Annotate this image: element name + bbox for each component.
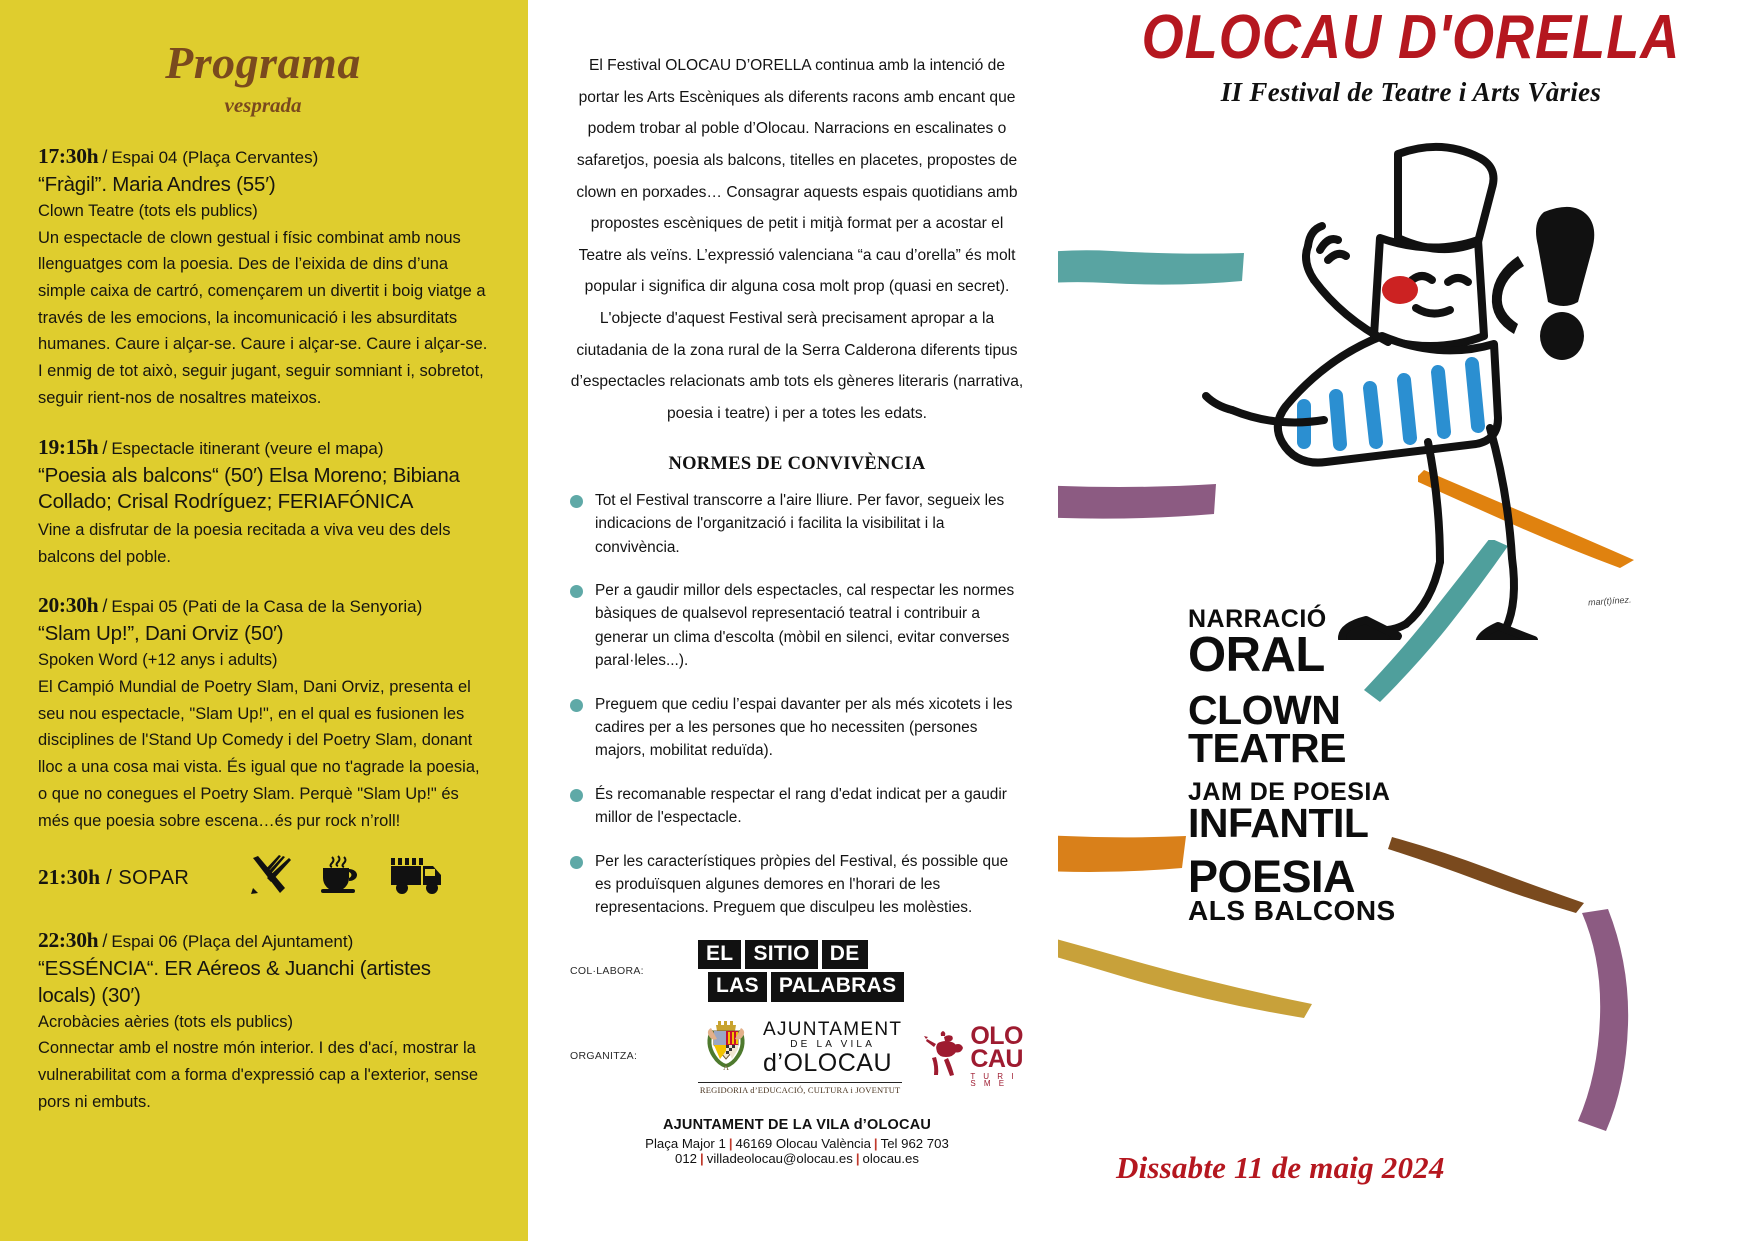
event-description: Un espectacle de clown gestual i físic combinat amb nous llenguatges com la poesia. Des de l’eixida de dins d’una simple caixa de cartró, començarem un divertit i boig viatge a través de les emocions, la incomunicació i les absurditats humanes. Caure i alçar-se. Caure i alçar-se. Caure i alçar-se. I enmig de tot això, seguir jugant, seguir somniant i, sobretot, seguir rient-nos de nosaltres mateixos. xyxy=(38,228,488,407)
festival-logo xyxy=(1066,2,1754,108)
festival-intro: El Festival OLOCAU D’ORELLA continua amb la intenció de portar les Arts Escèniques als diferents racons amb encant que podem trobar al poble d’Olocau. Narracions en escalinates o safaretjos, poesia als balcons, titelles en placetes, propostes de clown en porxades… Consagrar aquests espais quotidians amb propostes escèniques de petit i mitjà format per a acostar el Teatre als veïns. L’expressió valenciana “a cau d’orella” és molt popular i significa dir alguna cosa molt prop (quasi en secret). L'objecte d'aquest Festival serà precisament apropar a la ciutadania de la zona rural de la Serra Calderona diferents tipus d’espectacles relacionats amb tots els gèneres literaris (narrativa, poesia i teatre) i per a totes les edats. xyxy=(570,57,1024,423)
genre-word-small: JAM DE POESIA xyxy=(1188,777,1391,806)
event-time: 22:30h xyxy=(38,928,99,953)
brush-stroke-orange-lower xyxy=(1058,820,1188,890)
bull-figure-icon xyxy=(924,1031,966,1082)
address-city: 46169 Olocau València xyxy=(735,1136,871,1151)
program-event xyxy=(38,142,488,412)
turisme-wordmark xyxy=(970,1022,1024,1089)
event-header xyxy=(38,142,488,171)
organitza-label: ORGANITZA: xyxy=(570,1050,638,1063)
event-description: Vine a disfrutar de la poesia recitada a viva veu des dels balcons del poble. xyxy=(38,520,451,566)
event-name: “ESSÉNCIA“. ER Aéreos & Juanchi (artistes locals) (30′) xyxy=(38,957,431,1007)
organizer-row xyxy=(570,1018,1024,1095)
event-separator: / xyxy=(102,596,108,617)
rule-text: És recomanable respectar el rang d'edat indicat per a gaudir millor de l'espectacle. xyxy=(595,785,1007,827)
event-name: “Slam Up!”, Dani Orviz (50′) xyxy=(38,622,284,646)
info-column xyxy=(528,0,1058,1241)
coffee-cup-icon xyxy=(319,855,363,900)
genre-word-big: ALS BALCONS xyxy=(1188,894,1396,926)
address-email: villadeolocau@olocau.es xyxy=(706,1151,853,1166)
address-separator: | xyxy=(873,1136,878,1151)
genre-word-big: INFANTIL xyxy=(1188,800,1369,847)
rule-item xyxy=(570,783,1024,830)
ajuntament-line1: AJUNTAMENT xyxy=(763,1019,903,1041)
brush-stroke-purple-right xyxy=(1488,905,1658,1135)
footer-address xyxy=(570,1136,1024,1166)
ajuntament-line3: d’OLOCAU xyxy=(763,1049,893,1078)
address-separator: | xyxy=(855,1151,860,1166)
turisme-line1: OLO xyxy=(970,1022,1023,1051)
event-place: Espai 05 (Pati de la Casa de la Senyoria) xyxy=(111,597,423,617)
logo-word: SITIO xyxy=(745,940,817,970)
event-time: 19:15h xyxy=(38,434,99,459)
ajuntament-line2: DE LA VILA xyxy=(790,1039,876,1051)
cutlery-icon xyxy=(249,855,293,900)
festival-date: Dissabte 11 de maig 2024 xyxy=(1116,1150,1445,1185)
event-time: 20:30h xyxy=(38,593,99,618)
brush-stroke-yellow xyxy=(1058,545,1088,815)
clown-illustration xyxy=(1098,120,1618,640)
event-place: Espectacle itinerant (veure el mapa) xyxy=(111,438,384,458)
genre-words xyxy=(1188,605,1488,937)
bullet-icon xyxy=(570,789,583,802)
event-time: 17:30h xyxy=(38,144,99,168)
program-event xyxy=(38,926,488,1115)
genre-word-big: TEATRE xyxy=(1188,725,1346,772)
program-event xyxy=(38,433,488,571)
festival-subtitle: II Festival de Teatre i Arts Vàries xyxy=(1220,77,1602,107)
dinner-time: 21:30h xyxy=(38,865,101,890)
rule-item xyxy=(570,489,1024,559)
el-sitio-de-las-palabras-logo xyxy=(698,940,904,1002)
event-separator: / xyxy=(102,147,108,167)
event-genre: Clown Teatre (tots els publics) xyxy=(38,201,258,220)
turisme-line3: T U R I S M E xyxy=(970,1072,1017,1089)
event-header xyxy=(38,433,488,462)
event-place: Espai 04 (Plaça Cervantes) xyxy=(111,148,319,167)
genre-word-group xyxy=(1188,777,1488,847)
event-genre: Spoken Word (+12 anys i adults) xyxy=(38,651,278,669)
collabora-label: COL·LABORA: xyxy=(570,964,644,977)
page-subtitle: vesprada xyxy=(224,93,302,117)
ajuntament-olocau-logo xyxy=(698,1018,902,1095)
logo-word: DE xyxy=(822,940,868,970)
ajuntament-department: REGIDORIA d’EDUCACIÓ, CULTURA i JOVENTUT xyxy=(699,1085,901,1095)
event-separator: / xyxy=(102,437,108,458)
rule-text: Per a gaudir millor dels espectacles, cal respectar les normes bàsiques de qualsevol representació teatral i contribuir a generar un clima d'escolta (mòbil en silenci, evitar converses paral·leles...). xyxy=(595,581,1015,670)
rule-text: Preguem que cediu l’espai davanter per als més xicotets i les cadires per a les persones que ho necessiten (persones majors, mobilitat reduïda). xyxy=(595,695,1013,760)
event-genre: Acrobàcies aèries (tots els publics) xyxy=(38,1012,293,1031)
bullet-icon xyxy=(570,495,583,508)
coat-of-arms-icon xyxy=(698,1018,754,1079)
program-event xyxy=(38,591,488,834)
genre-word-group xyxy=(1188,605,1488,682)
bullet-icon xyxy=(570,699,583,712)
genre-word-small: NARRACIÓ xyxy=(1188,605,1327,633)
divider xyxy=(698,1082,902,1083)
address-phone: Tel 962 703 012 xyxy=(675,1136,949,1166)
address-website: olocau.es xyxy=(862,1151,919,1166)
event-header xyxy=(38,591,488,620)
address-separator: | xyxy=(700,1151,704,1166)
logo-word: EL xyxy=(698,940,741,970)
festival-name: OLOCAU D'ORELLA xyxy=(1141,2,1681,73)
program-column xyxy=(0,0,528,1241)
ajuntament-wordmark xyxy=(763,1020,902,1076)
genre-word-small: POESIA xyxy=(1188,850,1356,902)
event-place: Espai 06 (Plaça del Ajuntament) xyxy=(111,932,354,952)
rule-item xyxy=(570,850,1024,920)
turisme-line2: CAU xyxy=(970,1045,1023,1074)
rule-item xyxy=(570,693,1024,763)
address-street: Plaça Major 1 xyxy=(645,1136,726,1151)
genre-word-group xyxy=(1188,686,1488,772)
logo-word: LAS xyxy=(708,972,767,1002)
event-separator: / xyxy=(102,931,108,952)
event-description: Connectar amb el nostre món interior. I des d'ací, mostrar la vulnerabilitat com a forma d'expressió cap a l'exterior, sense pors ni embuts. xyxy=(38,1039,479,1111)
dinner-row xyxy=(38,855,488,900)
rule-text: Per les característiques pròpies del Festival, és possible que es produïsquen algunes demores en l'horari de les representacions. Preguem que disculpeu les molèsties. xyxy=(595,852,1009,917)
rule-text: Tot el Festival transcorre a l'aire lliure. Per favor, segueix les indicacions de l'organització i facilita la visibilitat i la convivència. xyxy=(595,491,1005,556)
artist-credit: mar(t)ínez. xyxy=(1588,594,1633,608)
event-header xyxy=(38,926,488,955)
food-truck-icon xyxy=(389,855,445,900)
event-name: “Fràgil”. Maria Andres (55′) xyxy=(38,173,276,197)
dinner-icons xyxy=(249,855,445,900)
footer-title: AJUNTAMENT DE LA VILA d’OLOCAU xyxy=(662,1117,932,1133)
dinner-text: SOPAR xyxy=(118,867,190,890)
collaborator-row xyxy=(570,940,1024,1002)
footer xyxy=(570,1117,1024,1166)
event-description: El Campió Mundial de Poetry Slam, Dani Orviz, presenta el seu nou espectacle, "Slam Up!", en el qual es fusionen les disciplines de l'Stand Up Comedy i del Poetry Slam, donant lloc a una cosa mai vista. És igual que no t'agrade la poesia, o que no conegues el Poetry Slam. Perquè "Slam Up!" és més que poesia sobre escena…és pur rock n’roll! xyxy=(38,677,480,830)
logo-word: PALABRAS xyxy=(771,972,905,1002)
dinner-label xyxy=(38,865,189,890)
bullet-icon xyxy=(570,585,583,598)
logo-line xyxy=(698,972,904,1002)
address-separator: | xyxy=(728,1136,733,1151)
rule-item xyxy=(570,579,1024,673)
page-title: Programa xyxy=(165,37,361,88)
genre-word-big: ORAL xyxy=(1188,627,1325,682)
genre-word-small: CLOWN xyxy=(1188,686,1341,733)
svg-text:A: A xyxy=(723,1062,729,1072)
bullet-icon xyxy=(570,856,583,869)
genre-word-group xyxy=(1188,850,1488,926)
logo-line xyxy=(698,940,904,970)
ajuntament-logo-main xyxy=(698,1018,902,1079)
olocau-turisme-logo xyxy=(924,1022,1024,1089)
artwork-column xyxy=(1058,0,1754,1241)
dinner-separator: / xyxy=(106,867,113,890)
event-name: “Poesia als balcons“ (50′) Elsa Moreno; Bibiana Collado; Crisal Rodríguez; FERIAFÓNICA xyxy=(38,463,460,514)
rules-title: NORMES DE CONVIVÈNCIA xyxy=(668,453,926,474)
